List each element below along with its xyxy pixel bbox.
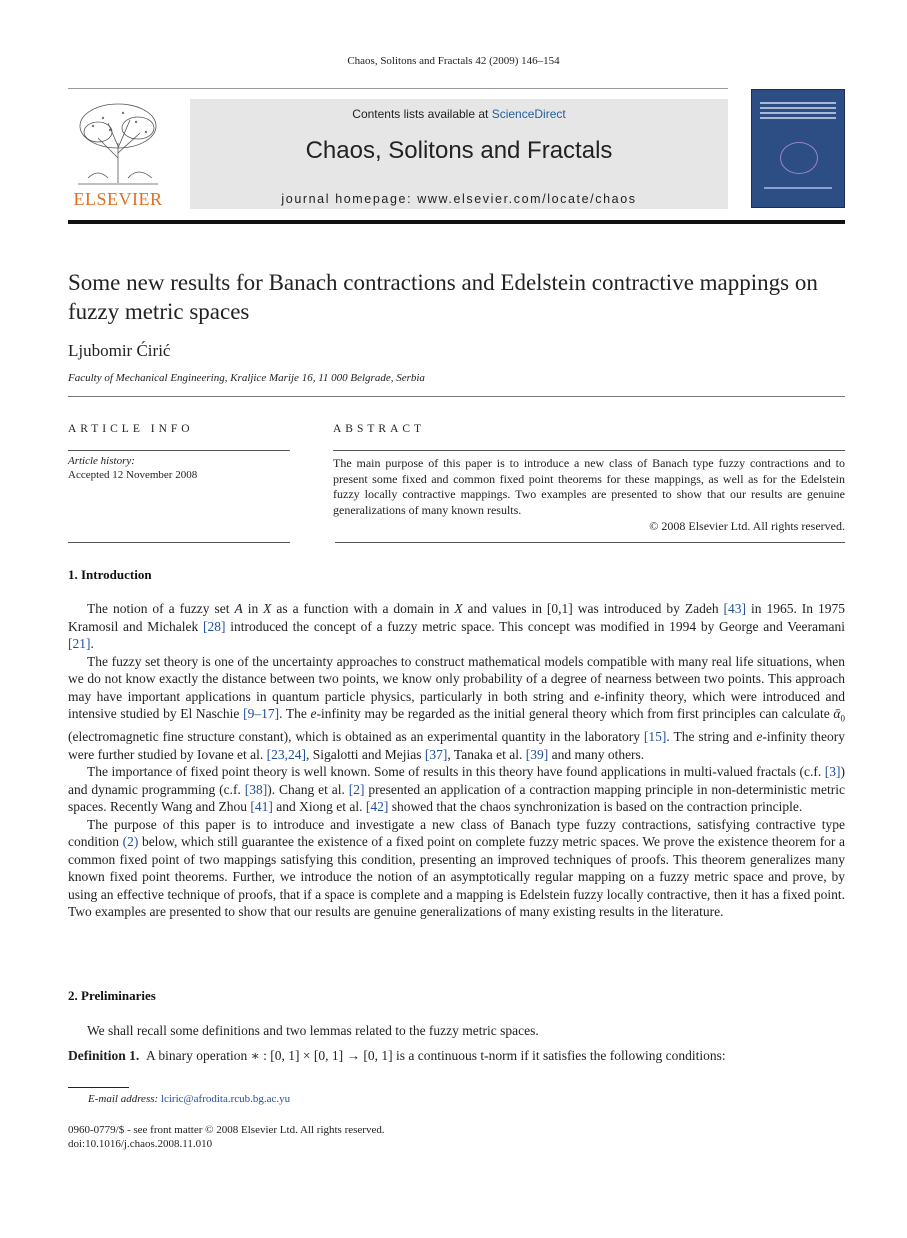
intro-paragraph: The importance of fixed point theory is well known. Some of results in this theory have found applications in multi-valued fractals (c.f. [3]) and dynamic programming (c.f. [38]). Chang et al. [2] presented an application of a contraction mapping principle in non-deterministic metric spaces. Recently Wang and Zhou [41] and Xiong et al. [42] showed that the chaos synchronization is based on the contraction principle. [68,764,845,815]
article-info-heading: ARTICLE INFO [68,423,194,435]
citation-link[interactable]: [15] [643,729,667,745]
doi-line[interactable]: doi:10.1016/j.chaos.2008.11.010 [68,1138,213,1150]
divider [68,450,290,451]
definition-label: Definition 1. [68,1048,140,1063]
preliminaries-heading: 2. Preliminaries [68,988,156,1003]
contents-prefix: Contents lists available at [352,107,492,121]
running-header: Chaos, Solitons and Fractals 42 (2009) 146–154 [347,55,560,67]
citation-link[interactable]: [42] [365,799,389,815]
citation-link[interactable]: [37] [424,746,448,762]
article-title: Some new results for Banach contractions and Edelstein contractive mappings on fuzzy metric spaces [68,270,818,324]
citation-link[interactable]: [2] [348,781,365,797]
citation-link[interactable]: [21] [68,636,91,651]
divider [68,396,845,397]
citation-link[interactable]: [3] [824,764,841,780]
affiliation: Faculty of Mechanical Engineering, Kraljice Marije 16, 11 000 Belgrade, Serbia [68,372,425,384]
elsevier-logo [68,98,168,210]
journal-banner [190,99,728,209]
preliminaries-paragraph: We shall recall some definitions and two lemmas related to the fuzzy metric spaces. [87,1023,539,1038]
history-value: Accepted 12 November 2008 [68,469,198,481]
journal-title: Chaos, Solitons and Fractals [305,137,613,164]
sciencedirect-link[interactable]: ScienceDirect [491,107,566,121]
definition-text: A binary operation ∗ : [0, 1] × [0, 1] → [0, 1] is a continuous t-norm if it satisfies the following conditions: [146,1048,726,1063]
front-matter [68,1123,385,1151]
definition-1 [68,1048,845,1064]
intro-paragraph: The purpose of this paper is to introduce and investigate a new class of Banach type fuzzy contractions, satisfying contractive type condition (2) below, which still guarantee the existence of a fixed point on complete fuzzy metric spaces. We prove the existence theorem for a common fixed point of two mappings satisfying this condition, presenting an improved techniques of proofs. This theorem generalizes many known fixed point theorems. Further, we introduce the notion of an asymptotically regular mapping on a fuzzy metric space and prove, by using an effective technique of proofs, that if a space is complete and a mapping is Edelstein fuzzy locally contractive, then it has a fixed point. Two examples are presented to show that our results are genuine generalizations of many existing results in the literature. [68,816,845,920]
contents-line [190,107,728,121]
citation-link[interactable]: [43] [723,601,747,616]
citation-link[interactable]: [28] [202,618,226,634]
email-label: E-mail address: [88,1093,159,1105]
abstract-text: The main purpose of this paper is to introduce a new class of Banach type fuzzy contractions and to present some fixed and common fixed point theorems for these mappings, as well as for the Edelstein fuzzy locally contractive mappings. Two examples are presented to show that our results are genuine generalizations of many known results. [333,456,845,517]
citation-link[interactable]: [39] [525,746,549,762]
divider [68,542,290,543]
author-email [88,1093,290,1105]
publisher-name: ELSEVIER [73,189,163,209]
header-rule [68,88,728,89]
abstract-copyright: © 2008 Elsevier Ltd. All rights reserved. [649,519,845,533]
divider [335,542,845,543]
journal-cover-image [751,89,845,208]
abstract-heading: ABSTRACT [333,423,426,435]
citation-link[interactable]: [9–17] [243,706,280,721]
cover-graphic [780,142,818,174]
citation-link[interactable]: [23,24] [266,746,307,762]
email-link[interactable]: lciric@afrodita.rcub.bg.ac.yu [160,1093,291,1105]
equation-link[interactable]: (2) [122,834,139,850]
intro-heading: 1. Introduction [68,567,152,582]
footnote-rule [68,1087,129,1088]
tree-icon [68,98,168,188]
divider [333,450,845,451]
author-name: Ljubomir Ćirić [68,341,171,360]
history-label: Article history: [68,455,135,467]
preliminaries-body [68,1022,845,1040]
intro-body [68,600,845,921]
citation-link[interactable]: [41] [250,799,273,815]
header-thick-rule [68,220,845,224]
cover-title-lines [760,102,836,128]
journal-homepage[interactable]: journal homepage: www.elsevier.com/locate/chaos [281,192,637,206]
intro-paragraph: The fuzzy set theory is one of the uncertainty approaches to construct mathematical models compatible with many real life situations, when we do not know exactly the distance between two points, we know only probability of a degree of nearness between two points. This approach may have important applications in quantum particle physics, particularly in both string and e-infinity theory, which were introduced and intensive studied by El Naschie [9–17]. The e-infinity may be regarded as the initial general theory which from first principles can calculate ᾱ$_0$ (electromagnetic fine structure constant), which is obtained as an experimental quantity in the laboratory [15]. The string and e-infinity theory were further studied by Iovane et al. [23,24], Sigalotti and Mejias [37], Tanaka et al. [39] and many others. [68,653,845,762]
citation-link[interactable]: [38] [244,781,268,797]
intro-paragraph: The notion of a fuzzy set A in X as a function with a domain in X and values in [0,1] was introduced by Zadeh [43] in 1965. In 1975 Kramosil and Michalek [28] introduced the concept of a fuzzy metric space. This concept was modified in 1994 by George and Veeramani [21]. [68,601,846,651]
issn-line: 0960-0779/$ - see front matter © 2008 Elsevier Ltd. All rights reserved. [68,1124,385,1136]
cover-footer-line [764,187,832,189]
